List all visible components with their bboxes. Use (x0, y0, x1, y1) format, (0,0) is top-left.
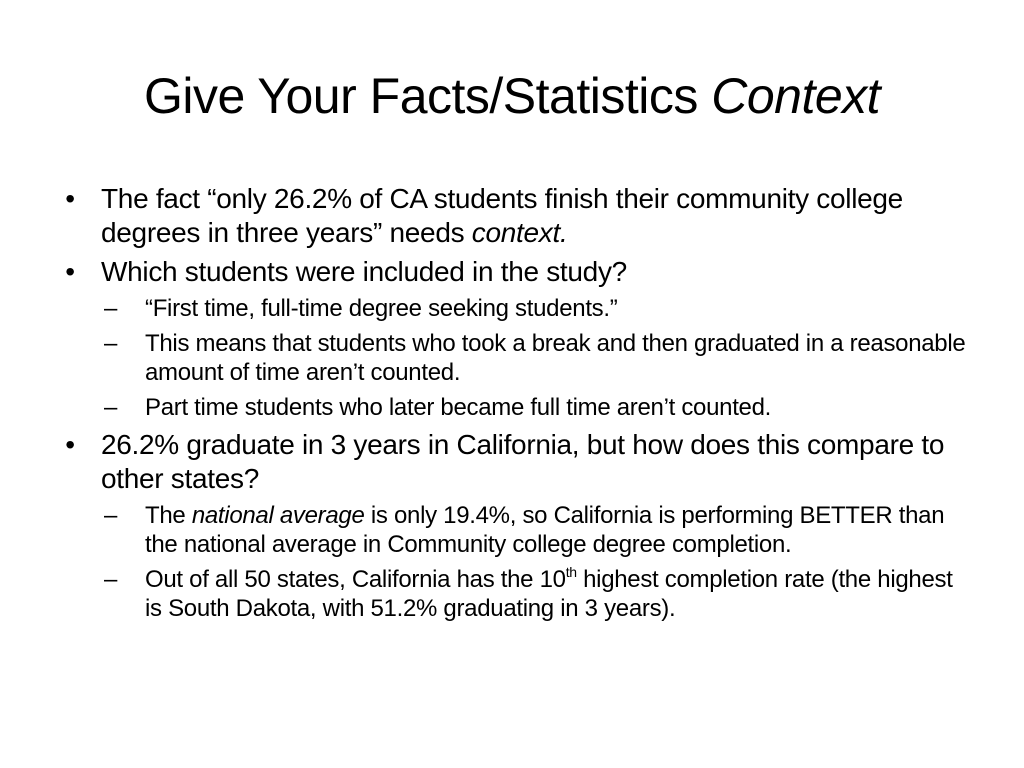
sub-bullet-text: This means that students who took a break and then graduated in a reasonable amount of time aren’t counted. (145, 330, 966, 386)
bullet-icon: • (65, 183, 75, 214)
bullet-item (60, 255, 970, 289)
dash-icon: – (104, 330, 118, 357)
title-emphasis: Context (711, 68, 881, 124)
dash-icon: – (104, 295, 118, 322)
bullet-emphasis: context. (471, 217, 568, 248)
bullet-item (60, 428, 970, 496)
sub-bullet-text: “First time, full-time degree seeking students.” (145, 295, 618, 322)
sub-bullet-item (60, 294, 970, 323)
bullet-item (60, 182, 970, 250)
dash-icon: – (104, 394, 118, 421)
bullet-text: 26.2% graduate in 3 years in California, but how does this compare to other states? (101, 429, 945, 494)
sub-bullet-item (60, 329, 970, 387)
bullet-text: The fact “only 26.2% of CA students finish their community college degrees in three years” needs (101, 183, 903, 248)
sub-bullet-emphasis: national average (191, 502, 365, 529)
sub-bullet-text-pre: Out of all 50 states, California has the 10 (145, 566, 566, 593)
ordinal-superscript: th (565, 564, 577, 580)
sub-bullet-text-post: is only 19.4%, so California is performing BETTER than the national average in Community college degree completion. (145, 502, 945, 558)
bullet-text: Which students were included in the study? (101, 256, 627, 287)
dash-icon: – (104, 502, 118, 529)
sub-bullet-item (60, 501, 970, 559)
slide-title (0, 66, 1024, 126)
bullet-icon: • (65, 256, 75, 287)
bullet-list (60, 182, 970, 629)
sub-bullet-text: Part time students who later became full time aren’t counted. (145, 394, 772, 421)
title-text: Give Your Facts/Statistics (143, 68, 712, 124)
bullet-icon: • (65, 429, 75, 460)
sub-bullet-item (60, 565, 970, 623)
sub-bullet-text-post: highest completion rate (the highest is South Dakota, with 51.2% graduating in 3 years). (145, 566, 953, 622)
dash-icon: – (104, 566, 118, 593)
sub-bullet-item (60, 393, 970, 422)
sub-bullet-text-pre: The (145, 502, 192, 529)
